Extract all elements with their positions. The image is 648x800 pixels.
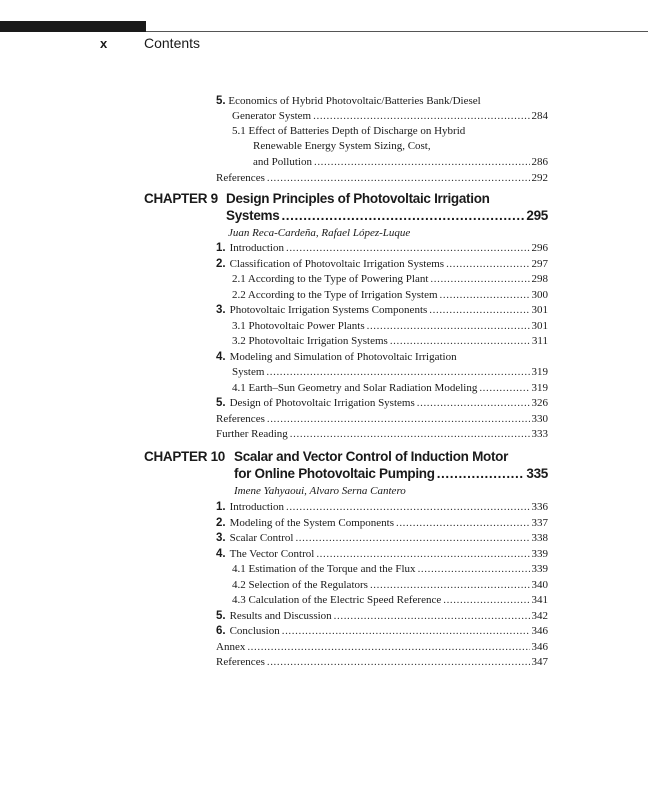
entry-page: 342 xyxy=(531,609,548,622)
toc-entry xyxy=(216,624,548,638)
toc-entry xyxy=(232,288,548,302)
leader-dots xyxy=(316,547,529,561)
entry-page: 301 xyxy=(531,319,548,332)
entry-page: 337 xyxy=(531,516,548,529)
leader-dots xyxy=(247,640,529,654)
toc-entry xyxy=(216,241,548,255)
entry-title: Conclusion xyxy=(229,625,280,637)
entry-number: 2. xyxy=(216,516,226,529)
leader-dots xyxy=(430,272,529,286)
entry-title: Results and Discussion xyxy=(229,609,332,622)
entry-number: 6. xyxy=(216,625,226,637)
entry-number: 3. xyxy=(216,304,226,316)
entry-page: 346 xyxy=(531,625,548,637)
entry-title: System xyxy=(232,366,265,378)
leader-dots xyxy=(396,516,530,530)
entry-page: 311 xyxy=(531,335,548,347)
chapter-authors: Imene Yahyaoui, Alvaro Serna Cantero xyxy=(234,485,406,497)
chapter-label: CHAPTER 10 xyxy=(144,449,226,464)
entry-title: 3.2 Photovoltaic Irrigation Systems xyxy=(232,335,388,347)
leader-dots xyxy=(440,288,530,302)
entry-title: Classification of Photovoltaic Irrigation Systems xyxy=(229,257,445,270)
entry-title: Modeling of the System Components xyxy=(229,516,394,529)
entry-page: 319 xyxy=(531,366,548,378)
toc-entry xyxy=(232,593,548,607)
entry-page: 297 xyxy=(531,257,548,270)
chapter-label: CHAPTER 9 xyxy=(144,191,218,206)
header-rule xyxy=(146,31,648,32)
entry-title: Introduction xyxy=(229,501,284,513)
entry-title: Generator System xyxy=(232,110,312,122)
toc-entry xyxy=(232,109,548,123)
leader-dots xyxy=(313,109,529,123)
entry-page: 326 xyxy=(531,397,548,409)
leader-dots xyxy=(367,319,530,333)
leader-dots xyxy=(479,381,529,395)
entry-page: 298 xyxy=(531,273,548,285)
entry-page: 338 xyxy=(531,532,548,544)
chapter-title: Scalar and Vector Control of Induction Motor xyxy=(234,449,509,464)
toc-entry xyxy=(232,562,548,576)
entry-page: 301 xyxy=(531,304,548,316)
chapter-page: 335 xyxy=(526,466,548,481)
toc-entry xyxy=(216,655,548,669)
entry-page: 336 xyxy=(531,501,548,513)
entry-title: Introduction xyxy=(229,242,284,254)
entry-page: 296 xyxy=(531,242,548,254)
toc-entry xyxy=(216,547,548,561)
page-number: x xyxy=(100,36,108,51)
toc-entry xyxy=(216,531,548,545)
entry-number: 2. xyxy=(216,257,226,270)
entry-page: 340 xyxy=(531,578,548,591)
entry-title: Modeling and Simulation of Photovoltaic Irrigation xyxy=(229,350,457,363)
entry-title: 4.2 Selection of the Regulators xyxy=(232,578,368,591)
leader-dots xyxy=(282,624,530,638)
leader-dots xyxy=(290,427,530,441)
toc-entry xyxy=(216,303,548,317)
leader-dots xyxy=(266,365,529,379)
leader-dots xyxy=(267,171,530,185)
entry-title: Further Reading xyxy=(216,428,288,440)
toc-entry-continued: Renewable Energy System Sizing, Cost, xyxy=(253,140,431,152)
toc-entry xyxy=(216,500,548,514)
entry-title: 2.2 According to the Type of Irrigation System xyxy=(232,288,438,301)
chapter-title-entry xyxy=(234,466,548,482)
entry-title: References xyxy=(216,172,265,184)
toc-entry xyxy=(216,94,481,108)
entry-title: References xyxy=(216,412,265,425)
entry-title: 2.1 According to the Type of Powering Plant xyxy=(232,273,429,285)
entry-number: 1. xyxy=(216,501,226,513)
entry-title: The Vector Control xyxy=(229,547,315,560)
chapter-title: Systems xyxy=(226,208,280,223)
entry-title: and Pollution xyxy=(253,156,312,168)
entry-title: Economics of Hybrid Photovoltaic/Batteries Bank/Diesel xyxy=(228,95,481,107)
leader-dots xyxy=(281,208,524,224)
leader-dots xyxy=(267,412,530,426)
toc-entry xyxy=(216,516,548,530)
entry-number: 4. xyxy=(216,350,226,363)
leader-dots xyxy=(334,609,530,623)
toc-entry xyxy=(216,350,548,364)
entry-title: 4.1 Estimation of the Torque and the Flux xyxy=(232,563,416,575)
running-head: Contents xyxy=(144,35,201,51)
entry-page: 319 xyxy=(531,381,548,394)
entry-title: References xyxy=(216,656,265,668)
entry-title: Annex xyxy=(216,640,246,653)
entry-page: 339 xyxy=(531,547,548,560)
chapter-title: for Online Photovoltaic Pumping xyxy=(234,466,435,481)
toc-entry xyxy=(232,319,548,333)
chapter-page: 295 xyxy=(526,208,548,223)
chapter-authors: Juan Reca-Cardeña, Rafael López-Luque xyxy=(228,227,411,239)
entry-page: 339 xyxy=(531,563,548,575)
toc-entry xyxy=(216,257,548,271)
leader-dots xyxy=(417,396,530,410)
leader-dots xyxy=(267,655,530,669)
entry-title: Photovoltaic Irrigation Systems Components xyxy=(229,304,428,316)
entry-title: Design of Photovoltaic Irrigation Systems xyxy=(229,397,415,409)
entry-page: 333 xyxy=(531,428,548,440)
leader-dots xyxy=(418,562,530,576)
toc-entry xyxy=(216,609,548,623)
toc-entry xyxy=(216,640,548,654)
entry-page: 347 xyxy=(531,656,548,668)
toc-entry: 5.1 Effect of Batteries Depth of Discharge on Hybrid xyxy=(232,125,466,137)
header-bar xyxy=(0,21,146,32)
toc-entry xyxy=(216,396,548,410)
toc-entry xyxy=(232,365,548,379)
entry-page: 286 xyxy=(531,156,548,168)
entry-page: 341 xyxy=(531,594,548,606)
entry-title: Scalar Control xyxy=(229,532,294,544)
chapter-title-entry xyxy=(226,208,548,224)
entry-page: 284 xyxy=(531,110,548,122)
leader-dots xyxy=(429,303,529,317)
leader-dots xyxy=(295,531,529,545)
leader-dots xyxy=(286,241,530,255)
toc-entry xyxy=(232,381,548,395)
entry-number: 5. xyxy=(216,397,226,409)
toc-entry xyxy=(253,155,548,169)
leader-dots xyxy=(314,155,530,169)
entry-title: 4.3 Calculation of the Electric Speed Reference xyxy=(232,594,442,606)
leader-dots xyxy=(443,593,529,607)
toc-entry xyxy=(232,578,548,592)
entry-page: 346 xyxy=(531,640,548,653)
entry-number: 4. xyxy=(216,547,226,560)
chapter-title: Design Principles of Photovoltaic Irrigation xyxy=(226,191,490,206)
toc-entry xyxy=(216,171,548,185)
entry-page: 300 xyxy=(531,288,548,301)
entry-number: 3. xyxy=(216,532,226,544)
leader-dots xyxy=(390,334,530,348)
entry-number: 1. xyxy=(216,242,226,254)
leader-dots xyxy=(437,466,525,482)
entry-title: 3.1 Photovoltaic Power Plants xyxy=(232,319,365,332)
entry-number: 5. xyxy=(216,95,226,107)
entry-page: 292 xyxy=(531,172,548,184)
entry-number: 5. xyxy=(216,609,226,622)
leader-dots xyxy=(286,500,530,514)
entry-page: 330 xyxy=(531,412,548,425)
toc-entry xyxy=(216,412,548,426)
toc-entry xyxy=(232,334,548,348)
toc-entry xyxy=(216,427,548,441)
entry-title: 4.1 Earth–Sun Geometry and Solar Radiation Modeling xyxy=(232,381,478,394)
leader-dots xyxy=(370,578,530,592)
leader-dots xyxy=(446,257,529,271)
toc-entry xyxy=(232,272,548,286)
